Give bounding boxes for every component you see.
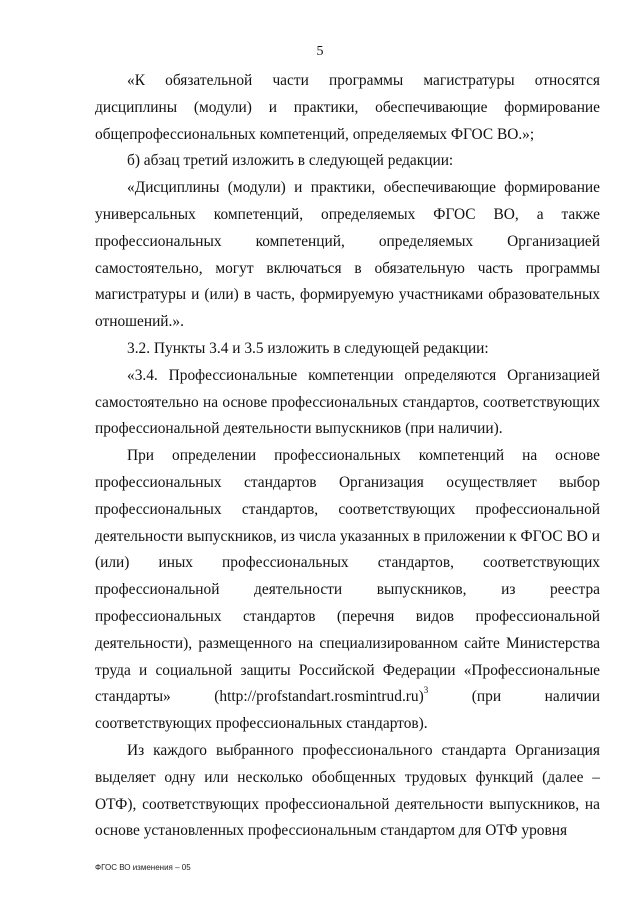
paragraph-generalized-labor-functions: Из каждого выбранного профессионального стандарта Организация выделяет одну или несколько обобщенных трудовых функций (далее – ОТФ), соответствующих профессиональной деятельности выпускников, на основе установленных профессиональным стандартом для ОТФ уровня <box>95 741 600 840</box>
paragraph-amendment-b: б) абзац третий изложить в следующей редакции: <box>127 152 454 170</box>
paragraph-section-3-2: 3.2. Пункты 3.4 и 3.5 изложить в следующей редакции: <box>127 339 489 357</box>
document-body <box>95 68 600 845</box>
footnote-marker: 3 <box>423 685 429 696</box>
document-footer: ФГОС ВО изменения – 05 <box>95 863 191 872</box>
professional-standards-text: При определении профессиональных компетенций на основе профессиональных стандартов Организация осуществляет выбор профессиональных стандартов, соответствующих профессиональной деятельности выпускников, из числа указанных в приложении к ФГОС ВО и (или) иных профессиональных стандартов, соответствующих профессиональной деятельности выпускников, из реестра профессиональных стандартов (перечня видов профессиональной деятельности), размещенного на специализированном сайте Министерства труда и социальной защиты Российской Федерации «Профессиональные стандарты» (http://profstandart.rosmintrud.ru) <box>95 447 600 706</box>
paragraph-section-3-4: «3.4. Профессиональные компетенции определяются Организацией самостоятельно на основе профессиональных стандартов, соответствующих профессиональной деятельности выпускников (при наличии). <box>95 366 600 438</box>
page-number: 5 <box>316 44 324 59</box>
professional-standards-tail: (при наличии соответствующих профессиональных стандартов). <box>95 688 600 733</box>
paragraph-disciplines-and-practices: «Дисциплины (модули) и практики, обеспечивающие формирование универсальных компетенций, определяемых ФГОС ВО, а также профессиональных компетенций, определяемых Организацией самостоятельно, могут включаться в обязательную часть программы магистратуры и (или) в часть, формируемую участниками образовательных отношений.». <box>95 179 600 331</box>
paragraph-mandatory-part-disciplines: «К обязательной части программы магистратуры относятся дисциплины (модули) и практики, обеспечивающие формирование общепрофессиональных компетенций, определяемых ФГОС ВО.»; <box>95 72 600 143</box>
paragraph-professional-standards-selection <box>95 443 600 738</box>
